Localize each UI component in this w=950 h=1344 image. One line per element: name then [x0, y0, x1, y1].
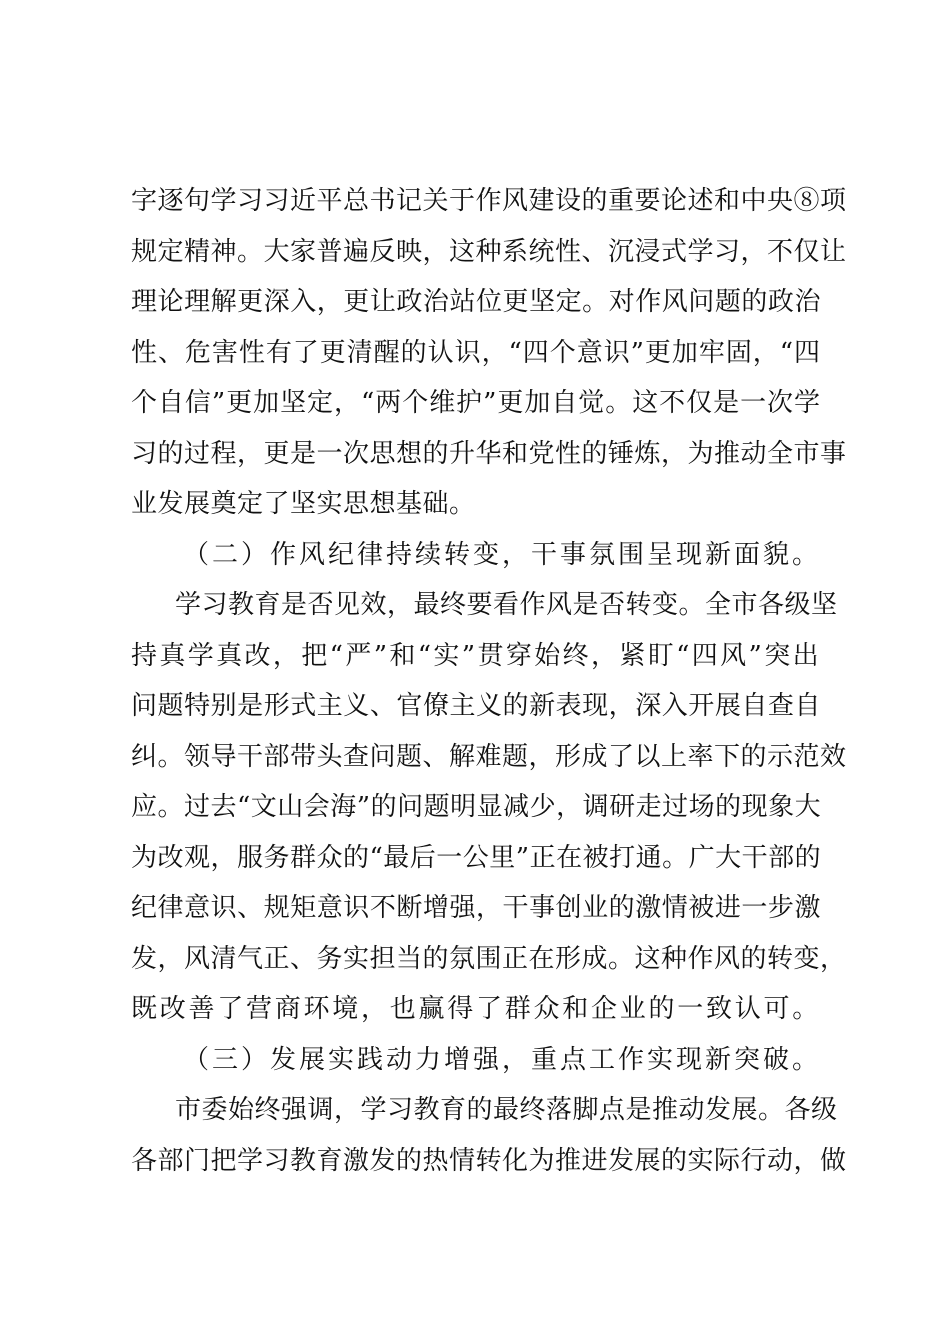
text-line-5: 个自信”更加坚定，“两个维护”更加自觉。这不仅是一次学	[131, 388, 821, 418]
text-line-17: 既改善了营商环境，也赢得了群众和企业的一致认可。	[131, 994, 821, 1024]
section-heading-3: （三）发展实践动力增强，重点工作实现新突破。	[183, 1044, 821, 1075]
text-line-1: 字逐句学习习近平总书记关于作风建设的重要论述和中央⑧项	[131, 186, 847, 216]
text-line-7: 业发展奠定了坚实思想基础。	[131, 489, 476, 519]
text-line-13: 应。过去“文山会海”的问题明显减少，调研走过场的现象大	[131, 792, 822, 822]
text-line-14: 为改观，服务群众的“最后一公里”正在被打通。广大干部的	[131, 842, 822, 873]
text-line-15: 纪律意识、规矩意识不断增强，干事创业的激情被进一步激	[131, 893, 821, 923]
document-body	[131, 184, 847, 1194]
text-line-12: 纠。领导干部带头查问题、解难题，形成了以上率下的示范效	[131, 741, 847, 772]
paragraph-start-line: 市委始终强调，学习教育的最终落脚点是推动发展。各级	[175, 1095, 838, 1125]
section-heading-2: （二）作风纪律持续转变，干事氛围呈现新面貌。	[183, 539, 821, 570]
paragraph-start-line: 学习教育是否见效，最终要看作风是否转变。全市各级坚	[175, 590, 838, 620]
text-line-4: 性、危害性有了更清醒的认识，“四个意识”更加牢固，“四	[131, 337, 821, 368]
text-line-3: 理论理解更深入，更让政治站位更坚定。对作风问题的政治	[131, 287, 821, 317]
text-line-20: 各部门把学习教育激发的热情转化为推进发展的实际行动，做	[131, 1145, 847, 1176]
text-line-10: 持真学真改，把“严”和“实”贯穿始终，紧盯“四风”突出	[131, 640, 821, 671]
text-line-6: 习的过程，更是一次思想的升华和党性的锤炼，为推动全市事	[131, 438, 847, 469]
text-line-16: 发，风清气正、务实担当的氛围正在形成。这种作风的转变，	[131, 943, 847, 974]
text-line-11: 问题特别是形式主义、官僚主义的新表现，深入开展自查自	[131, 691, 821, 721]
text-line-2: 规定精神。大家普遍反映，这种系统性、沉浸式学习，不仅让	[131, 236, 847, 267]
